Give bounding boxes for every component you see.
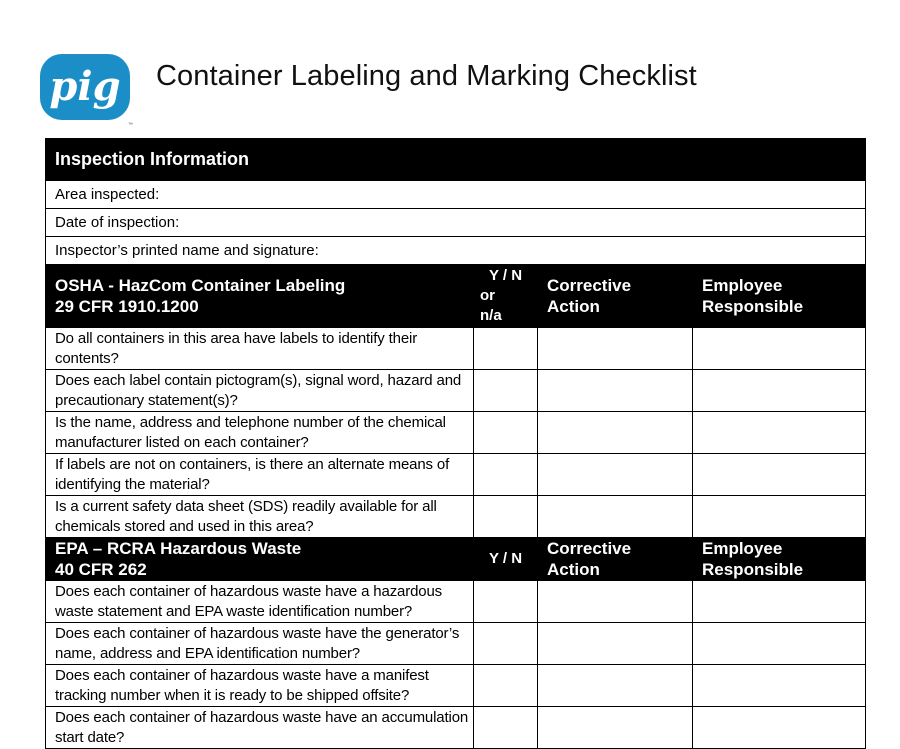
- yn-cell[interactable]: [474, 454, 538, 496]
- question-text: Is the name, address and telephone number of the chemical manufacturer listed on each container?: [46, 412, 474, 454]
- question-text: Does each container of hazardous waste have an accumulation start date?: [46, 707, 474, 749]
- employee-responsible-cell[interactable]: [693, 328, 866, 370]
- date-of-inspection-row: [46, 209, 866, 237]
- logo-text: pig: [49, 63, 121, 110]
- osha-yn-header: [474, 265, 538, 328]
- table-row: [46, 581, 866, 623]
- osha-yn-line3: n/a: [480, 307, 502, 324]
- pig-logo: [36, 50, 134, 126]
- osha-section-title: [46, 265, 474, 328]
- corrective-action-cell[interactable]: [538, 581, 693, 623]
- table-row: [46, 623, 866, 665]
- yn-cell[interactable]: [474, 328, 538, 370]
- table-row: [46, 665, 866, 707]
- inspection-header: Inspection Information: [46, 139, 866, 181]
- osha-section-header: [46, 265, 866, 328]
- epa-section-title: [46, 538, 474, 581]
- question-text: Does each container of hazardous waste have a hazardous waste statement and EPA waste identification number?: [46, 581, 474, 623]
- date-of-inspection-field[interactable]: Date of inspection:: [46, 209, 866, 237]
- table-row: [46, 454, 866, 496]
- osha-title-line2: 29 CFR 1910.1200: [55, 297, 199, 316]
- employee-responsible-cell[interactable]: [693, 623, 866, 665]
- employee-responsible-cell[interactable]: [693, 412, 866, 454]
- employee-responsible-cell[interactable]: [693, 496, 866, 538]
- epa-employee-line2: Responsible: [702, 560, 804, 579]
- employee-responsible-cell[interactable]: [693, 707, 866, 749]
- osha-employee-header: [693, 265, 866, 328]
- table-row: [46, 370, 866, 412]
- osha-yn-line2: or: [480, 287, 495, 304]
- corrective-action-cell[interactable]: [538, 707, 693, 749]
- inspector-name-field[interactable]: Inspector’s printed name and signature:: [46, 237, 866, 265]
- question-text: If labels are not on containers, is there an alternate means of identifying the material?: [46, 454, 474, 496]
- checklist-sheet: [45, 138, 865, 749]
- table-row: [46, 707, 866, 749]
- yn-cell[interactable]: [474, 623, 538, 665]
- question-text: Does each label contain pictogram(s), signal word, hazard and precautionary statement(s)?: [46, 370, 474, 412]
- inspector-name-row: [46, 237, 866, 265]
- employee-responsible-cell[interactable]: [693, 454, 866, 496]
- epa-title-line1: EPA – RCRA Hazardous Waste: [55, 539, 302, 558]
- corrective-action-cell[interactable]: [538, 454, 693, 496]
- checklist-table: [45, 138, 866, 749]
- corrective-action-cell[interactable]: [538, 665, 693, 707]
- question-text: Does each container of hazardous waste have the generator’s name, address and EPA identification number?: [46, 623, 474, 665]
- epa-corrective-line1: Corrective: [547, 539, 632, 558]
- osha-corrective-header: [538, 265, 693, 328]
- epa-employee-header: [693, 538, 866, 581]
- epa-employee-line1: Employee: [702, 539, 783, 558]
- epa-corrective-header: [538, 538, 693, 581]
- yn-cell[interactable]: [474, 581, 538, 623]
- yn-cell[interactable]: [474, 370, 538, 412]
- corrective-action-cell[interactable]: [538, 328, 693, 370]
- osha-corrective-line1: Corrective: [547, 276, 632, 295]
- page-title: Container Labeling and Marking Checklist: [156, 60, 697, 92]
- yn-cell[interactable]: [474, 707, 538, 749]
- osha-employee-line1: Employee: [702, 276, 783, 295]
- osha-yn-line1: Y / N: [488, 267, 523, 284]
- osha-title-line1: OSHA - HazCom Container Labeling: [55, 276, 346, 295]
- question-text: Do all containers in this area have labels to identify their contents?: [46, 328, 474, 370]
- yn-cell[interactable]: [474, 665, 538, 707]
- corrective-action-cell[interactable]: [538, 412, 693, 454]
- epa-yn-header: Y / N: [474, 538, 538, 581]
- question-text: Is a current safety data sheet (SDS) readily available for all chemicals stored and used in this area?: [46, 496, 474, 538]
- question-text: Does each container of hazardous waste have a manifest tracking number when it is ready to be shipped offsite?: [46, 665, 474, 707]
- employee-responsible-cell[interactable]: [693, 581, 866, 623]
- corrective-action-cell[interactable]: [538, 623, 693, 665]
- yn-cell[interactable]: [474, 496, 538, 538]
- epa-corrective-line2: Action: [547, 560, 600, 579]
- area-inspected-field[interactable]: Area inspected:: [46, 181, 866, 209]
- yn-cell[interactable]: [474, 412, 538, 454]
- epa-section-header: [46, 538, 866, 581]
- table-row: [46, 328, 866, 370]
- employee-responsible-cell[interactable]: [693, 370, 866, 412]
- svg-text:™: ™: [128, 122, 133, 126]
- table-row: [46, 496, 866, 538]
- inspection-header-row: [46, 139, 866, 181]
- corrective-action-cell[interactable]: [538, 370, 693, 412]
- employee-responsible-cell[interactable]: [693, 665, 866, 707]
- epa-title-line2: 40 CFR 262: [55, 560, 147, 579]
- table-row: [46, 412, 866, 454]
- osha-employee-line2: Responsible: [702, 297, 804, 316]
- osha-corrective-line2: Action: [547, 297, 600, 316]
- corrective-action-cell[interactable]: [538, 496, 693, 538]
- area-inspected-row: [46, 181, 866, 209]
